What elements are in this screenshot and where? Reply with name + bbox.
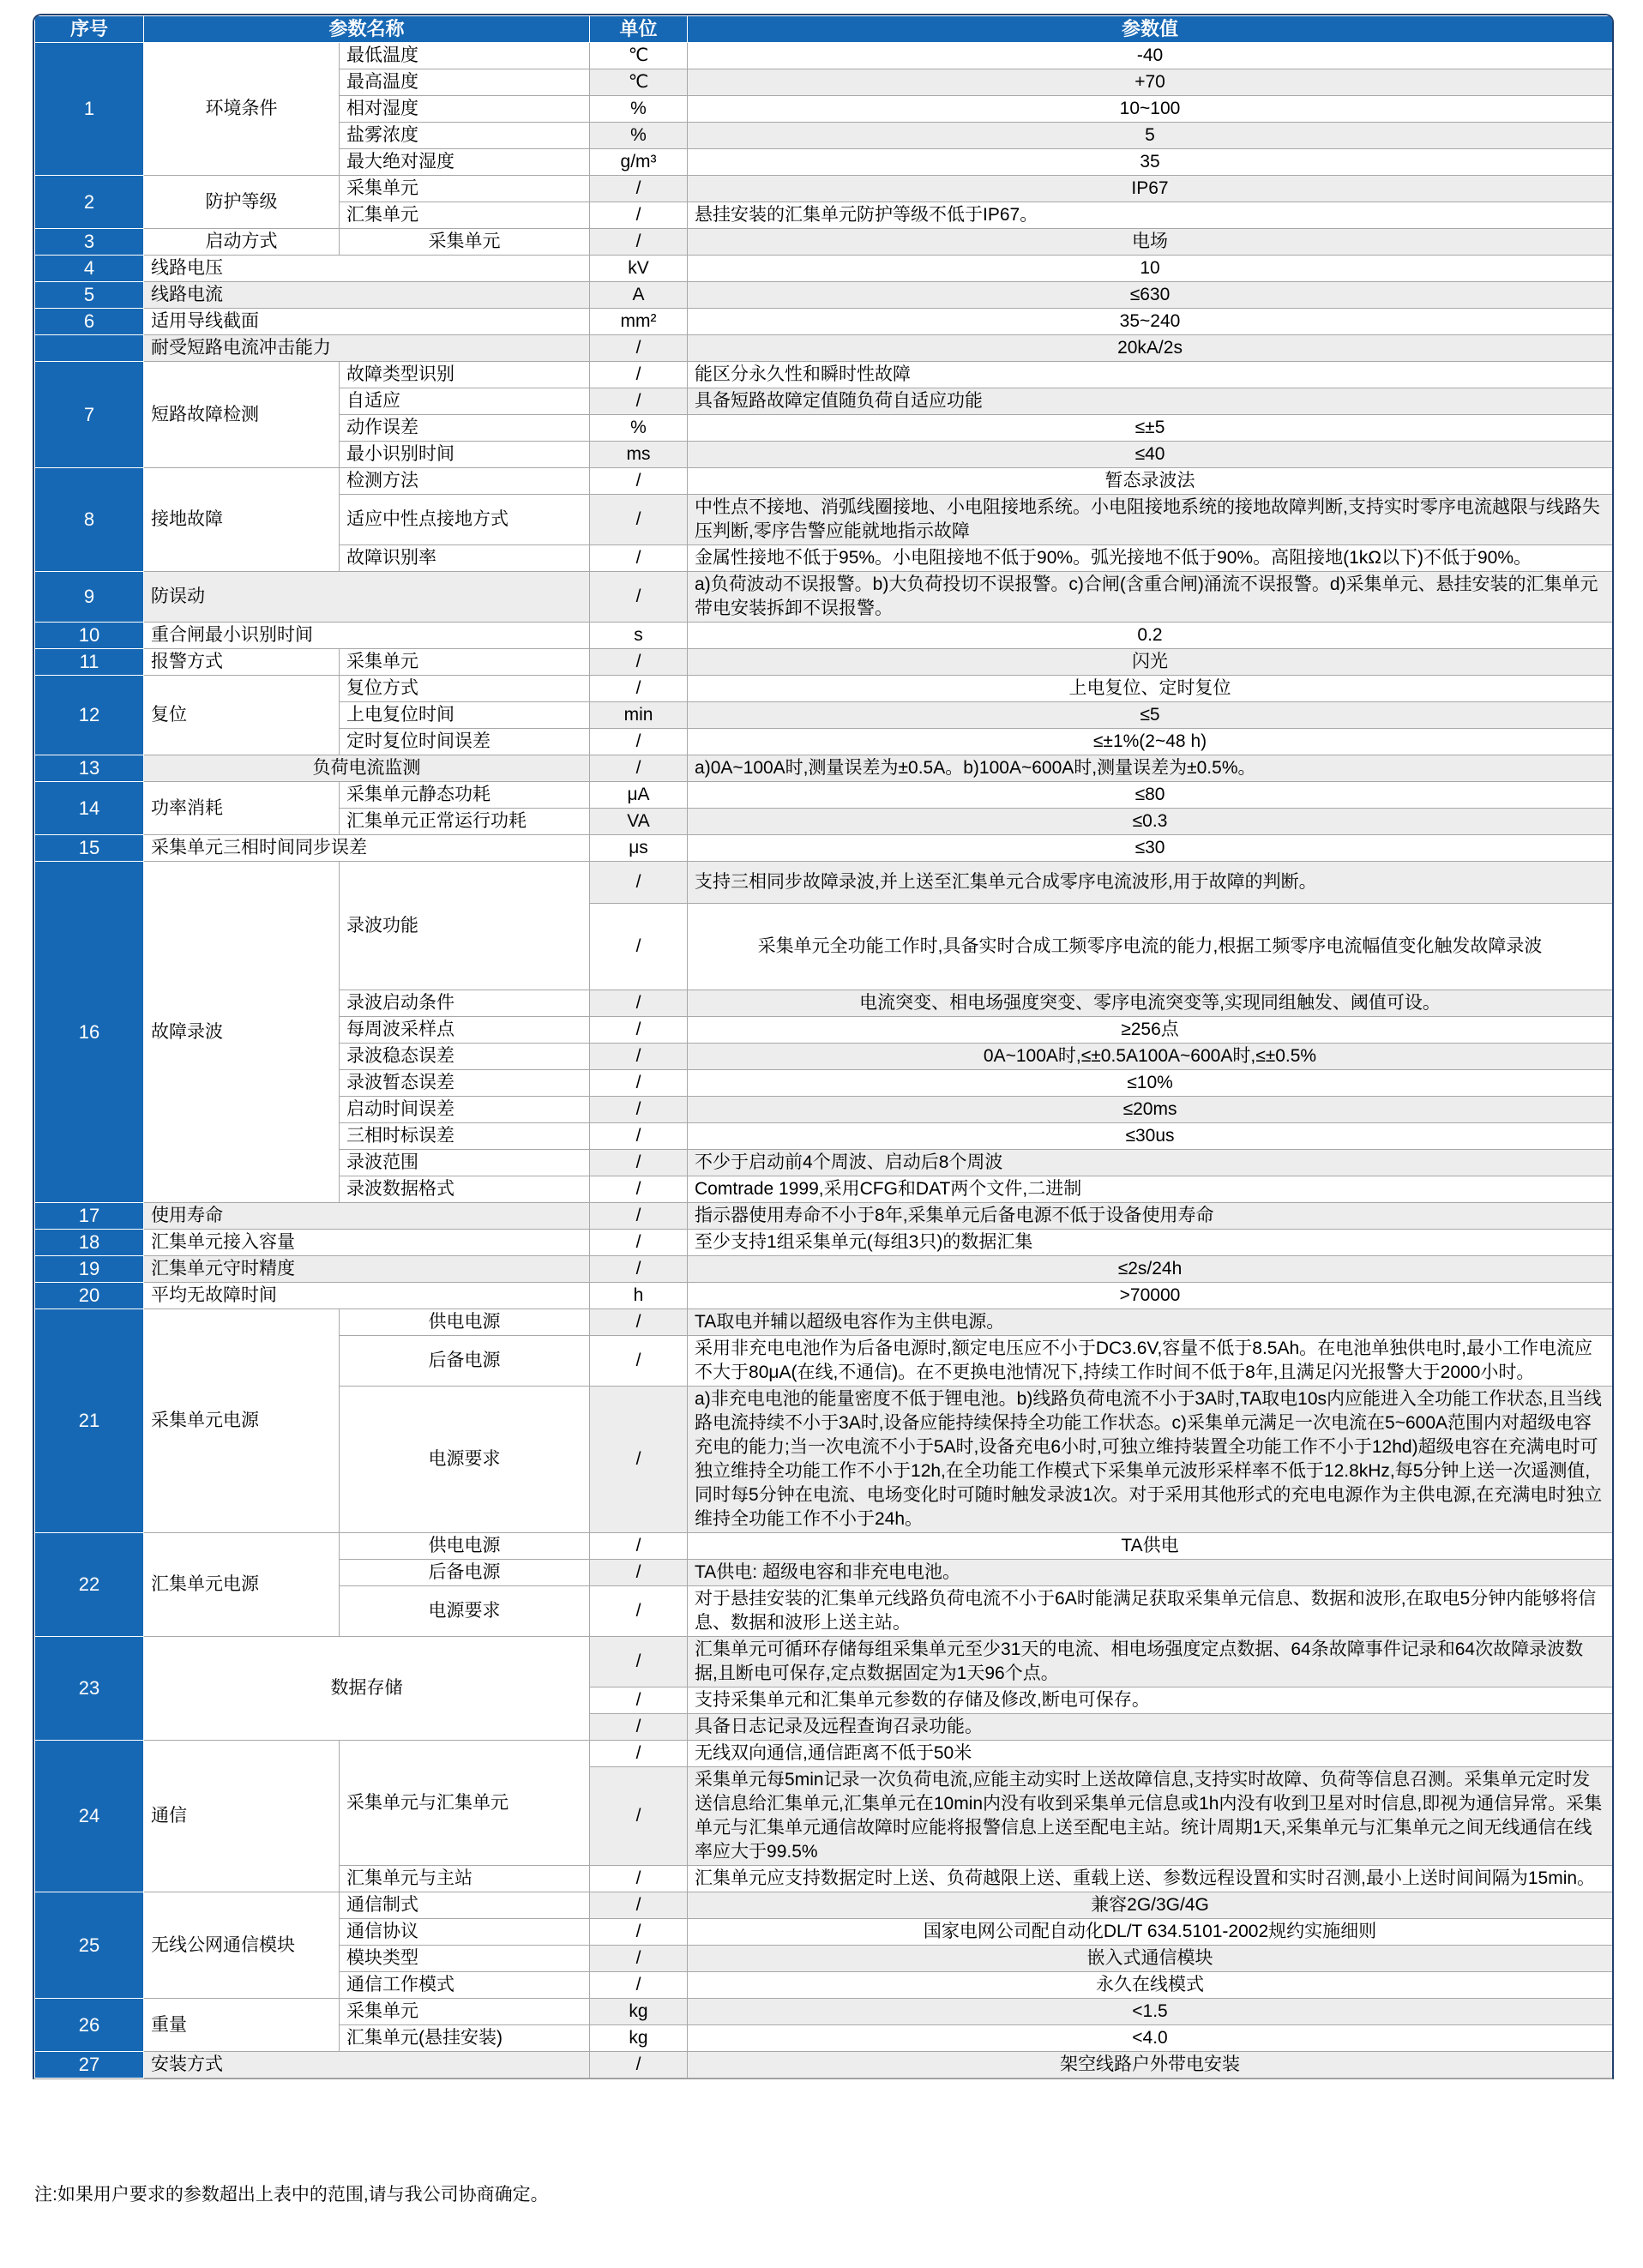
unit-cell: / (590, 1637, 688, 1687)
value-cell: 上电复位、定时复位 (688, 676, 1613, 702)
value-cell: Comtrade 1999,采用CFG和DAT两个文件,二进制 (688, 1176, 1613, 1203)
unit-cell: / (590, 1230, 688, 1256)
param-name-cell: 数据存储 (144, 1637, 590, 1741)
unit-cell: / (590, 1919, 688, 1946)
param-name-cell: 故障类型识别 (340, 362, 590, 388)
row-number-cell: 16 (35, 862, 144, 1203)
value-cell: ≤5 (688, 702, 1613, 729)
unit-cell: / (590, 862, 688, 904)
unit-cell: / (590, 202, 688, 229)
param-name-cell: 短路故障检测 (144, 362, 340, 468)
value-cell: 支持三相同步故障录波,并上送至汇集单元合成零序电流波形,用于故障的判断。 (688, 862, 1613, 904)
param-name-cell: 安装方式 (144, 2052, 590, 2078)
param-name-cell: 线路电压 (144, 256, 590, 282)
table-row (35, 1203, 1613, 1230)
row-number-cell: 2 (35, 176, 144, 229)
value-cell: 采集单元每5min记录一次负荷电流,应能主动实时上送故障信息,支持实时故障、负荷等信息召测。采集单元定时发送信息给汇集单元,汇集单元在10min内没有收到采集单元信息或1h内没有收到卫星对时信息,即视为通信异常。采集单元与汇集单元通信故障时应能将报警信息上送至配电主站。统计周期1天,采集单元与汇集单元之间无线通信在线率应大于99.5% (688, 1767, 1613, 1866)
param-name-cell: 定时复位时间误差 (340, 729, 590, 755)
table-row (35, 1283, 1613, 1309)
unit-cell: / (590, 176, 688, 202)
unit-cell: / (590, 1176, 688, 1203)
param-name-cell: 汇集单元 (340, 202, 590, 229)
table-row (35, 676, 1613, 702)
row-number-cell: 24 (35, 1741, 144, 1892)
param-name-cell: 采集单元电源 (144, 1309, 340, 1533)
unit-cell: A (590, 282, 688, 309)
unit-cell: ms (590, 442, 688, 468)
unit-cell: / (590, 1866, 688, 1892)
unit-cell: / (590, 1387, 688, 1533)
value-cell: 20kA/2s (688, 335, 1613, 362)
value-cell: 0A~100A时,≤±0.5A100A~600A时,≤±0.5% (688, 1044, 1613, 1070)
param-name-cell: 动作误差 (340, 415, 590, 442)
row-number-cell: 12 (35, 676, 144, 755)
param-name-cell: 采集单元 (340, 229, 590, 256)
unit-cell: / (590, 1533, 688, 1560)
value-cell: 永久在线模式 (688, 1972, 1613, 1999)
table-row (35, 468, 1613, 495)
value-cell: ≤±1%(2~48 h) (688, 729, 1613, 755)
value-cell: 金属性接地不低于95%。小电阻接地不低于90%。弧光接地不低于90%。高阻接地(1kΩ以下)不低于90%。 (688, 545, 1613, 572)
value-cell: 电场 (688, 229, 1613, 256)
unit-cell: / (590, 572, 688, 623)
unit-cell: / (590, 990, 688, 1017)
table-row (35, 176, 1613, 202)
param-name-cell: 模块类型 (340, 1946, 590, 1972)
value-cell: TA供电: 超级电容和非充电电池。 (688, 1560, 1613, 1586)
table-header (35, 16, 1613, 43)
param-name-cell: 供电电源 (340, 1533, 590, 1560)
table-row (35, 2052, 1613, 2078)
param-name-cell: 平均无故障时间 (144, 1283, 590, 1309)
param-name-cell: 汇集单元(悬挂安装) (340, 2025, 590, 2052)
table-row (35, 1256, 1613, 1283)
unit-cell: ℃ (590, 69, 688, 96)
param-name-cell: 报警方式 (144, 649, 340, 676)
param-name-cell: 最低温度 (340, 43, 590, 69)
param-name-cell: 录波功能 (340, 862, 590, 990)
value-cell: 架空线路户外带电安装 (688, 2052, 1613, 2078)
unit-cell: / (590, 729, 688, 755)
param-name-cell: 后备电源 (340, 1560, 590, 1586)
unit-cell: / (590, 468, 688, 495)
table-row (35, 362, 1613, 388)
param-name-cell: 采集单元与汇集单元 (340, 1741, 590, 1866)
unit-cell: min (590, 702, 688, 729)
table-row (35, 1533, 1613, 1560)
table-row (35, 623, 1613, 649)
unit-cell: / (590, 1946, 688, 1972)
param-name-cell: 每周波采样点 (340, 1017, 590, 1044)
row-number-cell: 11 (35, 649, 144, 676)
value-cell: ≥256点 (688, 1017, 1613, 1044)
unit-cell: / (590, 1309, 688, 1336)
value-cell: +70 (688, 69, 1613, 96)
row-number-cell: 27 (35, 2052, 144, 2078)
unit-cell: / (590, 388, 688, 415)
unit-cell: / (590, 1767, 688, 1866)
unit-cell: / (590, 649, 688, 676)
unit-cell: / (590, 1123, 688, 1150)
table-row (35, 649, 1613, 676)
param-name-cell: 功率消耗 (144, 782, 340, 835)
table-row (35, 1230, 1613, 1256)
row-number-cell: 19 (35, 1256, 144, 1283)
value-cell: 35 (688, 149, 1613, 176)
header-cell: 单位 (590, 16, 688, 43)
header-row (35, 16, 1613, 43)
table-row (35, 755, 1613, 782)
header-cell: 序号 (35, 16, 144, 43)
param-name-cell: 通信制式 (340, 1892, 590, 1919)
unit-cell: / (590, 1256, 688, 1283)
unit-cell: / (590, 1044, 688, 1070)
value-cell: 35~240 (688, 309, 1613, 335)
unit-cell: / (590, 1560, 688, 1586)
row-number-cell: 22 (35, 1533, 144, 1637)
table-body (35, 43, 1613, 2078)
row-number-cell: 15 (35, 835, 144, 862)
table-row (35, 835, 1613, 862)
row-number-cell: 9 (35, 572, 144, 623)
unit-cell: / (590, 495, 688, 545)
unit-cell: g/m³ (590, 149, 688, 176)
table-row (35, 782, 1613, 809)
value-cell: >70000 (688, 1283, 1613, 1309)
unit-cell: / (590, 1150, 688, 1176)
unit-cell: / (590, 1017, 688, 1044)
unit-cell: / (590, 1336, 688, 1387)
unit-cell: h (590, 1283, 688, 1309)
value-cell: ≤40 (688, 442, 1613, 468)
row-number-cell: 7 (35, 362, 144, 468)
param-name-cell: 采集单元三相时间同步误差 (144, 835, 590, 862)
param-name-cell: 耐受短路电流冲击能力 (144, 335, 590, 362)
value-cell: ≤±5 (688, 415, 1613, 442)
unit-cell: μA (590, 782, 688, 809)
unit-cell: kg (590, 2025, 688, 2052)
value-cell: 对于悬挂安装的汇集单元线路负荷电流不小于6A时能满足获取采集单元信息、数据和波形,在取电5分钟内能够将信息、数据和波形上送主站。 (688, 1586, 1613, 1637)
value-cell: 至少支持1组采集单元(每组3只)的数据汇集 (688, 1230, 1613, 1256)
value-cell: 悬挂安装的汇集单元防护等级不低于IP67。 (688, 202, 1613, 229)
value-cell: 0.2 (688, 623, 1613, 649)
row-number-cell (35, 335, 144, 362)
value-cell: ≤10% (688, 1070, 1613, 1097)
param-name-cell: 后备电源 (340, 1336, 590, 1387)
value-cell: 汇集单元可循环存储每组采集单元至少31天的电流、相电场强度定点数据、64条故障事件记录和64次故障录波数据,且断电可保存,定点数据固定为1天96个点。 (688, 1637, 1613, 1687)
unit-cell: s (590, 623, 688, 649)
value-cell: IP67 (688, 176, 1613, 202)
table-row (35, 43, 1613, 69)
param-name-cell: 最大绝对湿度 (340, 149, 590, 176)
param-name-cell: 采集单元 (340, 176, 590, 202)
unit-cell: VA (590, 809, 688, 835)
param-name-cell: 负荷电流监测 (144, 755, 590, 782)
param-name-cell: 电源要求 (340, 1387, 590, 1533)
table-row (35, 1741, 1613, 1767)
value-cell: 指示器使用寿命不小于8年,采集单元后备电源不低于设备使用寿命 (688, 1203, 1613, 1230)
table-row (35, 229, 1613, 256)
value-cell: 兼容2G/3G/4G (688, 1892, 1613, 1919)
param-name-cell: 复位方式 (340, 676, 590, 702)
param-name-cell: 采集单元 (340, 1999, 590, 2025)
row-number-cell: 1 (35, 43, 144, 176)
unit-cell: / (590, 1070, 688, 1097)
table-row (35, 1637, 1613, 1687)
row-number-cell: 3 (35, 229, 144, 256)
value-cell: 能区分永久性和瞬时性故障 (688, 362, 1613, 388)
param-name-cell: 通信工作模式 (340, 1972, 590, 1999)
unit-cell: / (590, 1097, 688, 1123)
param-name-cell: 适用导线截面 (144, 309, 590, 335)
unit-cell: / (590, 362, 688, 388)
param-name-cell: 故障识别率 (340, 545, 590, 572)
unit-cell: % (590, 415, 688, 442)
unit-cell: / (590, 755, 688, 782)
param-name-cell: 录波启动条件 (340, 990, 590, 1017)
unit-cell: / (590, 1203, 688, 1230)
row-number-cell: 13 (35, 755, 144, 782)
param-name-cell: 汇集单元电源 (144, 1533, 340, 1637)
param-name-cell: 汇集单元正常运行功耗 (340, 809, 590, 835)
unit-cell: / (590, 1892, 688, 1919)
param-name-cell: 接地故障 (144, 468, 340, 572)
value-cell: 10 (688, 256, 1613, 282)
param-name-cell: 复位 (144, 676, 340, 755)
param-name-cell: 上电复位时间 (340, 702, 590, 729)
unit-cell: / (590, 1714, 688, 1741)
table-row (35, 572, 1613, 623)
unit-cell: kV (590, 256, 688, 282)
value-cell: ≤80 (688, 782, 1613, 809)
unit-cell: ℃ (590, 43, 688, 69)
param-name-cell: 重量 (144, 1999, 340, 2052)
value-cell: a)负荷波动不误报警。b)大负荷投切不误报警。c)合闸(含重合闸)涌流不误报警。d)采集单元、悬挂安装的汇集单元带电安装拆卸不误报警。 (688, 572, 1613, 623)
param-name-cell: 采集单元静态功耗 (340, 782, 590, 809)
value-cell: 支持采集单元和汇集单元参数的存储及修改,断电可保存。 (688, 1687, 1613, 1714)
row-number-cell: 14 (35, 782, 144, 835)
param-name-cell: 无线公网通信模块 (144, 1892, 340, 1999)
unit-cell: / (590, 2052, 688, 2078)
table-row (35, 309, 1613, 335)
param-name-cell: 采集单元 (340, 649, 590, 676)
table-row (35, 1309, 1613, 1336)
value-cell: TA取电并辅以超级电容作为主供电源。 (688, 1309, 1613, 1336)
value-cell: 具备短路故障定值随负荷自适应功能 (688, 388, 1613, 415)
param-name-cell: 供电电源 (340, 1309, 590, 1336)
value-cell: ≤30us (688, 1123, 1613, 1150)
param-name-cell: 相对湿度 (340, 96, 590, 123)
row-number-cell: 17 (35, 1203, 144, 1230)
param-name-cell: 三相时标误差 (340, 1123, 590, 1150)
value-cell: 电流突变、相电场强度突变、零序电流突变等,实现同组触发、阈值可设。 (688, 990, 1613, 1017)
value-cell: 具备日志记录及远程查询召录功能。 (688, 1714, 1613, 1741)
param-name-cell: 电源要求 (340, 1586, 590, 1637)
unit-cell: / (590, 1741, 688, 1767)
param-name-cell: 通信协议 (340, 1919, 590, 1946)
unit-cell: / (590, 545, 688, 572)
value-cell: 10~100 (688, 96, 1613, 123)
param-name-cell: 重合闸最小识别时间 (144, 623, 590, 649)
unit-cell: / (590, 1687, 688, 1714)
param-name-cell: 自适应 (340, 388, 590, 415)
param-name-cell: 线路电流 (144, 282, 590, 309)
value-cell: ≤630 (688, 282, 1613, 309)
value-cell: ≤0.3 (688, 809, 1613, 835)
row-number-cell: 26 (35, 1999, 144, 2052)
table-row (35, 862, 1613, 904)
param-name-cell: 通信 (144, 1741, 340, 1892)
param-name-cell: 使用寿命 (144, 1203, 590, 1230)
header-cell: 参数值 (688, 16, 1613, 43)
param-name-cell: 防护等级 (144, 176, 340, 229)
row-number-cell: 23 (35, 1637, 144, 1741)
value-cell: 无线双向通信,通信距离不低于50米 (688, 1741, 1613, 1767)
value-cell: 不少于启动前4个周波、启动后8个周波 (688, 1150, 1613, 1176)
row-number-cell: 21 (35, 1309, 144, 1533)
unit-cell: / (590, 335, 688, 362)
value-cell: 闪光 (688, 649, 1613, 676)
param-name-cell: 录波暂态误差 (340, 1070, 590, 1097)
unit-cell: mm² (590, 309, 688, 335)
header-cell: 参数名称 (144, 16, 590, 43)
param-name-cell: 汇集单元与主站 (340, 1866, 590, 1892)
row-number-cell: 25 (35, 1892, 144, 1999)
param-name-cell: 适应中性点接地方式 (340, 495, 590, 545)
row-number-cell: 4 (35, 256, 144, 282)
spec-table-container (33, 14, 1614, 2079)
value-cell: 嵌入式通信模块 (688, 1946, 1613, 1972)
value-cell: ≤30 (688, 835, 1613, 862)
row-number-cell: 5 (35, 282, 144, 309)
value-cell: <1.5 (688, 1999, 1613, 2025)
value-cell: 采集单元全功能工作时,具备实时合成工频零序电流的能力,根据工频零序电流幅值变化触发故障录波 (688, 904, 1613, 990)
row-number-cell: 8 (35, 468, 144, 572)
param-name-cell: 汇集单元守时精度 (144, 1256, 590, 1283)
row-number-cell: 20 (35, 1283, 144, 1309)
table-row (35, 335, 1613, 362)
param-name-cell: 最高温度 (340, 69, 590, 96)
param-name-cell: 录波范围 (340, 1150, 590, 1176)
unit-cell: / (590, 904, 688, 990)
value-cell: -40 (688, 43, 1613, 69)
param-name-cell: 检测方法 (340, 468, 590, 495)
param-name-cell: 录波稳态误差 (340, 1044, 590, 1070)
row-number-cell: 6 (35, 309, 144, 335)
spec-table (34, 15, 1613, 2078)
unit-cell: % (590, 123, 688, 149)
value-cell: TA供电 (688, 1533, 1613, 1560)
value-cell: 采用非充电电池作为后备电源时,额定电压应不小于DC3.6V,容量不低于8.5Ah。在电池单独供电时,最小工作电流应不大于80μA(在线,不通信)。在不更换电池情况下,持续工作时间不低于8年,且满足闪光报警大于2000小时。 (688, 1336, 1613, 1387)
table-row (35, 1892, 1613, 1919)
unit-cell: / (590, 676, 688, 702)
unit-cell: % (590, 96, 688, 123)
value-cell: 中性点不接地、消弧线圈接地、小电阻接地系统。小电阻接地系统的接地故障判断,支持实时零序电流越限与线路失压判断,零序告警应能就地指示故障 (688, 495, 1613, 545)
value-cell: a)非充电电池的能量密度不低于锂电池。b)线路负荷电流不小于3A时,TA取电10s内应能进入全功能工作状态,且当线路电流持续不小于3A时,设备应能持续保持全功能工作状态。c)采集单元满足一次电流在5~600A范围内对超级电容充电的能力;当一次电流不小于5A时,设备充电6小时,可独立维持装置全功能工作不小于12hd)超级电容在充满电时可独立维持全功能工作不小于12h,在全功能工作模式下采集单元波形采样率不低于12.8kHz,每5分钟上送一次遥测值,同时每5分钟在电流、电场变化时可随时触发录波1次。对于采用其他形式的充电电源作为主供电源,在充满电时独立维持全功能工作不小于24h。 (688, 1387, 1613, 1533)
row-number-cell: 18 (35, 1230, 144, 1256)
param-name-cell: 故障录波 (144, 862, 340, 1203)
param-name-cell: 启动方式 (144, 229, 340, 256)
param-name-cell: 防误动 (144, 572, 590, 623)
value-cell: <4.0 (688, 2025, 1613, 2052)
param-name-cell: 盐雾浓度 (340, 123, 590, 149)
value-cell: ≤20ms (688, 1097, 1613, 1123)
unit-cell: / (590, 1972, 688, 1999)
value-cell: 国家电网公司配自动化DL/T 634.5101-2002规约实施细则 (688, 1919, 1613, 1946)
param-name-cell: 录波数据格式 (340, 1176, 590, 1203)
param-name-cell: 最小识别时间 (340, 442, 590, 468)
footnote: 注:如果用户要求的参数超出上表中的范围,请与我公司协商确定。 (34, 2185, 549, 2205)
param-name-cell: 环境条件 (144, 43, 340, 176)
unit-cell: μs (590, 835, 688, 862)
unit-cell: kg (590, 1999, 688, 2025)
table-row (35, 1999, 1613, 2025)
unit-cell: / (590, 229, 688, 256)
table-row (35, 256, 1613, 282)
value-cell: 5 (688, 123, 1613, 149)
unit-cell: / (590, 1586, 688, 1637)
value-cell: 暂态录波法 (688, 468, 1613, 495)
param-name-cell: 汇集单元接入容量 (144, 1230, 590, 1256)
value-cell: a)0A~100A时,测量误差为±0.5A。b)100A~600A时,测量误差为±0.5%。 (688, 755, 1613, 782)
param-name-cell: 启动时间误差 (340, 1097, 590, 1123)
table-row (35, 282, 1613, 309)
value-cell: 汇集单元应支持数据定时上送、负荷越限上送、重载上送、参数远程设置和实时召测,最小上送时间间隔为15min。 (688, 1866, 1613, 1892)
value-cell: ≤2s/24h (688, 1256, 1613, 1283)
row-number-cell: 10 (35, 623, 144, 649)
